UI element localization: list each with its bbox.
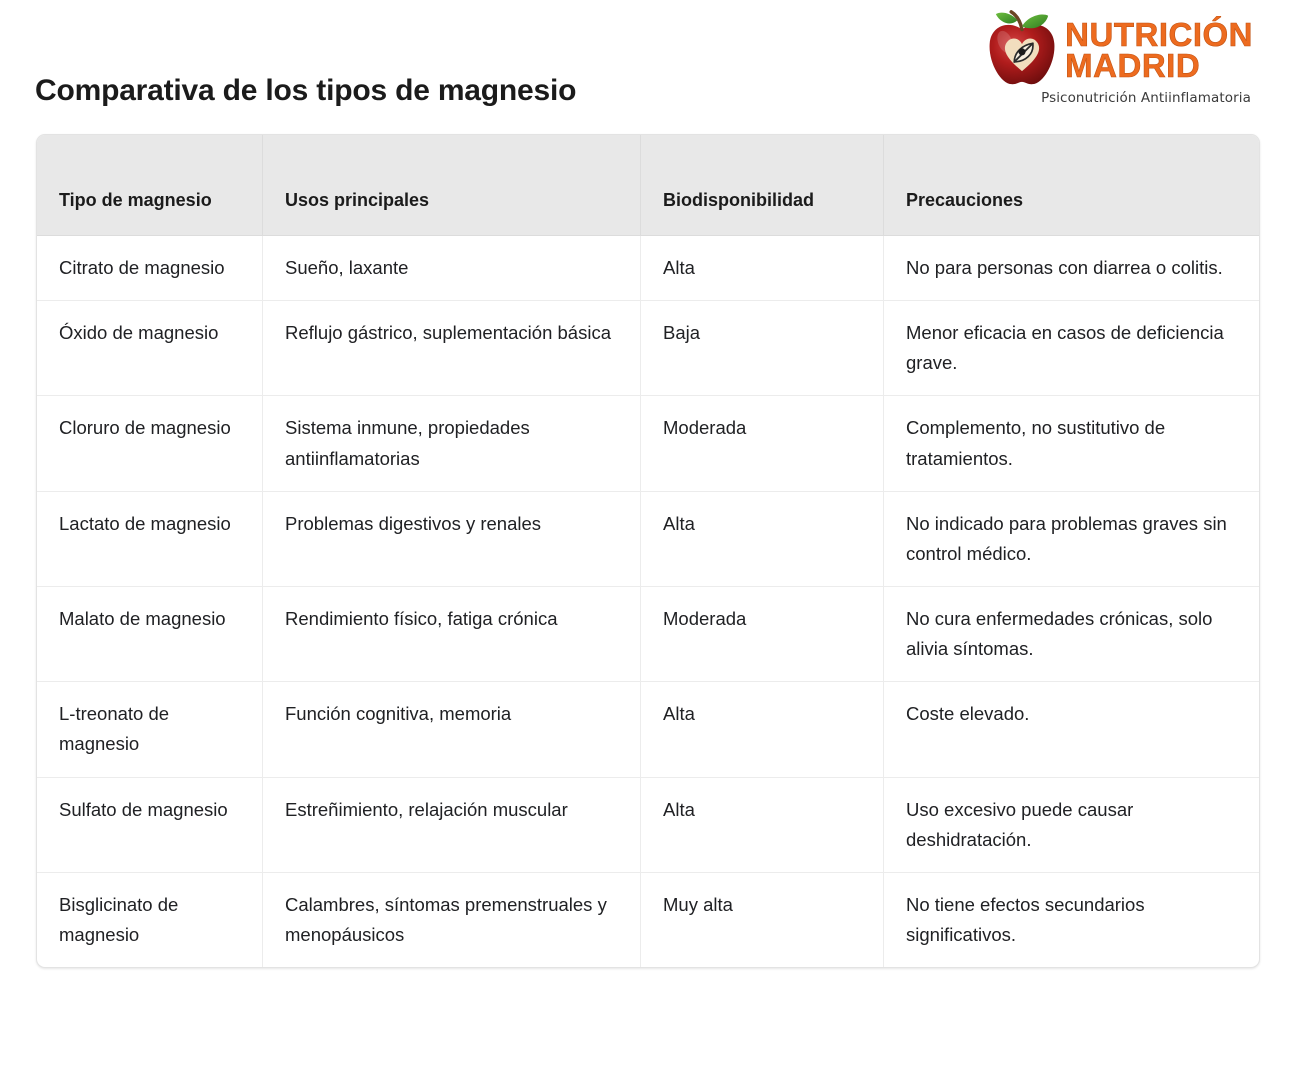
- table-row: [37, 778, 1259, 873]
- cell-precauciones: No para personas con diarrea o colitis.: [884, 236, 1259, 301]
- cell-biodisponibilidad: Muy alta: [641, 873, 884, 967]
- logo-word-line1: NUTRICIÓN: [1065, 15, 1253, 53]
- logo-tagline: Psiconutrición Antiinflamatoria: [1041, 90, 1251, 106]
- cell-precauciones: No tiene efectos secundarios significativos.: [906, 893, 1145, 945]
- cell-biodisponibilidad: Alta: [641, 236, 884, 301]
- cell-precauciones: No indicado para problemas graves sin control médico.: [884, 492, 1259, 587]
- page-title: Comparativa de los tipos de magnesio: [35, 74, 577, 107]
- table-row: [37, 301, 1259, 396]
- column-header-precauciones: Precauciones: [884, 135, 1259, 236]
- cell-usos: Problemas digestivos y renales: [263, 492, 641, 587]
- table-row: [37, 396, 1259, 491]
- cell-tipo: Bisglicinato de magnesio: [37, 873, 263, 967]
- cell-usos: Calambres, síntomas premenstruales y menopáusicos: [263, 873, 641, 967]
- cell-usos: Estreñimiento, relajación muscular: [263, 778, 641, 873]
- brand-logo: [953, 8, 1253, 106]
- cell-tipo: Óxido de magnesio: [37, 301, 263, 396]
- table-body: [37, 236, 1259, 967]
- cell-usos: Sueño, laxante: [263, 236, 641, 301]
- logo-word-line2: MADRID: [1065, 47, 1201, 84]
- cell-usos: Rendimiento físico, fatiga crónica: [263, 587, 641, 682]
- column-header-biodisponibilidad: Biodisponibilidad: [641, 135, 884, 236]
- cell-biodisponibilidad: Alta: [641, 492, 884, 587]
- cell-biodisponibilidad: Moderada: [641, 587, 884, 682]
- table-row: [37, 873, 1259, 967]
- table-row: [37, 682, 1259, 777]
- apple-heart-logo-icon: [983, 8, 1061, 88]
- column-header-usos: Usos principales: [263, 135, 641, 236]
- cell-tipo: Sulfato de magnesio: [37, 778, 263, 873]
- logo-wordmark: [1065, 15, 1253, 84]
- cell-biodisponibilidad: Baja: [641, 301, 884, 396]
- cell-precauciones: Uso excesivo puede causar deshidratación.: [884, 778, 1259, 873]
- cell-biodisponibilidad: Alta: [641, 682, 884, 777]
- cell-tipo: Cloruro de magnesio: [37, 396, 263, 491]
- table-row: [37, 587, 1259, 682]
- table-header-row: [37, 135, 1259, 236]
- cell-usos: Sistema inmune, propiedades antiinflamatorias: [263, 396, 641, 491]
- cell-biodisponibilidad: Alta: [641, 778, 884, 873]
- comparison-table-container: [36, 134, 1258, 968]
- table-row: [37, 492, 1259, 587]
- cell-tipo: L-treonato de magnesio: [37, 682, 263, 777]
- logo-row: [983, 8, 1253, 88]
- column-header-tipo: Tipo de magnesio: [37, 135, 263, 236]
- table-row: [37, 236, 1259, 301]
- cell-usos: Reflujo gástrico, suplementación básica: [263, 301, 641, 396]
- cell-precauciones: Complemento, no sustitutivo de tratamientos.: [884, 396, 1259, 491]
- magnesium-comparison-table: [36, 134, 1260, 968]
- cell-tipo: Malato de magnesio: [37, 587, 263, 682]
- cell-tipo: Lactato de magnesio: [37, 492, 263, 587]
- cell-precauciones: No cura enfermedades crónicas, solo alivia síntomas.: [884, 587, 1259, 682]
- cell-precauciones: Coste elevado.: [884, 682, 1259, 777]
- cell-precauciones: Menor eficacia en casos de deficiencia grave.: [884, 301, 1259, 396]
- cell-biodisponibilidad: Moderada: [641, 396, 884, 491]
- cell-tipo: Citrato de magnesio: [37, 236, 263, 301]
- cell-usos: Función cognitiva, memoria: [263, 682, 641, 777]
- table-header: [37, 135, 1259, 236]
